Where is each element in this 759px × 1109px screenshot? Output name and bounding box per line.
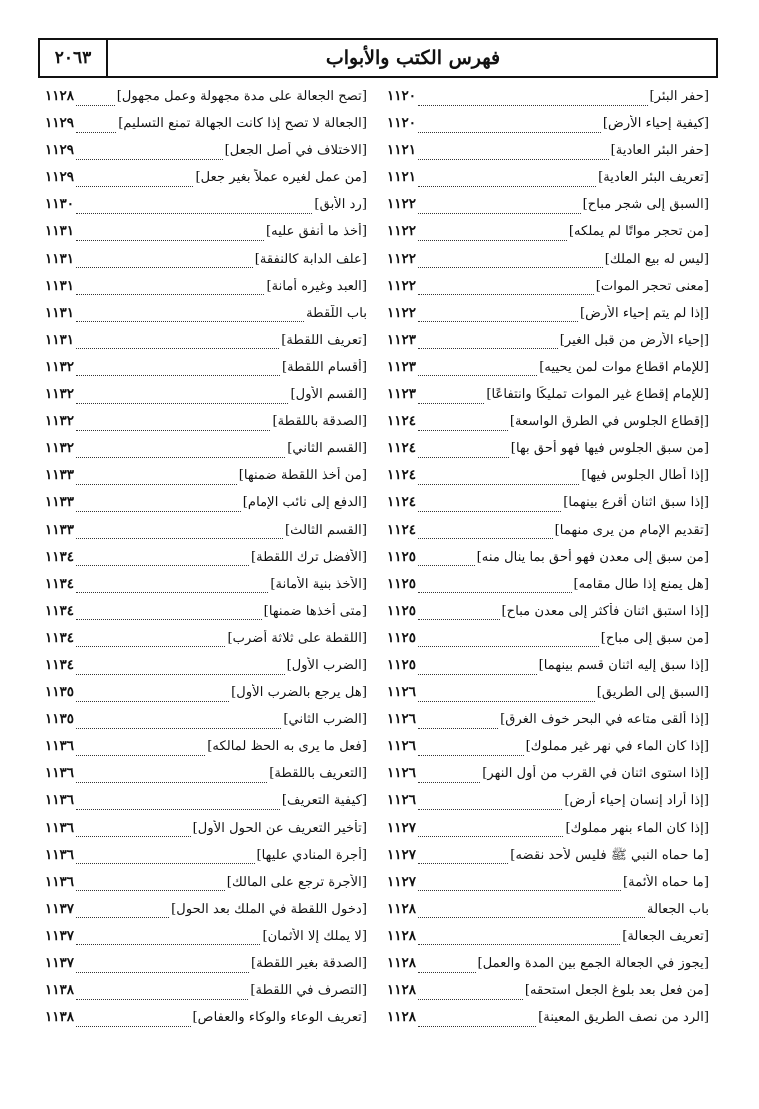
page-number: ٢٠٦٣ — [40, 40, 108, 76]
entry-page-number: ١١٣١ — [45, 304, 75, 321]
dot-leader — [418, 781, 480, 783]
index-entry — [387, 88, 709, 115]
index-entry — [387, 765, 709, 792]
entry-title: [إذا لم يتم إحياء الأرض] — [580, 305, 709, 321]
dot-leader — [418, 971, 476, 973]
entry-page-number: ١١٣١ — [45, 331, 75, 348]
index-column-right — [387, 88, 709, 1036]
entry-page-number: ١١٢٠ — [387, 88, 417, 104]
entry-page-number: ١١٢٤ — [387, 467, 417, 484]
entry-page-number: ١١٣٦ — [45, 792, 75, 809]
entry-title: [كيفية التعريف] — [281, 793, 367, 809]
entry-page-number: ١١٣٤ — [45, 548, 75, 565]
dot-leader — [418, 618, 500, 620]
dot-leader — [76, 456, 285, 458]
index-entry — [45, 630, 367, 657]
index-entry — [45, 955, 367, 982]
dot-leader — [418, 320, 578, 322]
entry-page-number: ١١٢٦ — [387, 711, 417, 728]
entry-page-number: ١١٣٧ — [45, 955, 75, 971]
dot-leader — [418, 943, 620, 945]
entry-title: [كيفية إحياء الأرض] — [602, 116, 709, 132]
entry-title: [الضرب الثاني] — [283, 712, 367, 728]
entry-page-number: ١١٣١ — [45, 223, 75, 240]
index-entry — [387, 223, 709, 250]
entry-title: [فعل ما يرى به الحظ لمالكه] — [207, 739, 367, 755]
index-entry — [45, 765, 367, 792]
index-entry — [387, 820, 709, 847]
index-entry — [45, 115, 367, 142]
entry-title: [الجعالة لا تصح إذا كانت الجهالة تمنع التسليم] — [118, 116, 367, 132]
entry-page-number: ١١٢١ — [387, 169, 417, 186]
dot-leader — [76, 266, 253, 268]
entry-title: [تعريف الجعالة] — [622, 928, 709, 944]
entry-page-number: ١١٢٨ — [387, 1009, 417, 1026]
dot-leader — [418, 673, 537, 675]
entry-title: [من تحجر مواتًا لم يملكه] — [568, 224, 709, 240]
index-entry — [45, 251, 367, 278]
entry-title: [إذا استبق اثنان فأكثر إلى معدن مباح] — [501, 603, 709, 619]
index-entry — [387, 467, 709, 494]
dot-leader — [76, 862, 255, 864]
entry-page-number: ١١٢٦ — [387, 738, 417, 755]
entry-page-number: ١١٣٢ — [45, 413, 75, 430]
index-entry — [387, 711, 709, 738]
dot-leader — [418, 591, 572, 593]
dot-leader — [76, 645, 225, 647]
entry-title: [دخول اللقطة في الملك بعد الحول] — [171, 901, 367, 917]
index-entry — [45, 386, 367, 413]
entry-page-number: ١١٣٤ — [45, 602, 75, 619]
index-entry — [45, 684, 367, 711]
index-entry — [45, 982, 367, 1009]
entry-page-number: ١١٢٥ — [387, 602, 417, 619]
index-entry — [45, 711, 367, 738]
entry-page-number: ١١٢٢ — [387, 223, 417, 240]
entry-title: [إذا أراد إنسان إحياء أرض] — [564, 793, 709, 809]
entry-title: [هل يمنع إذا طال مقامه] — [573, 576, 709, 592]
entry-page-number: ١١٣٣ — [45, 467, 75, 484]
dot-leader — [76, 402, 288, 404]
dot-leader — [76, 537, 283, 539]
index-entry — [45, 738, 367, 765]
dot-leader — [418, 483, 579, 485]
entry-title: [تعريف اللقطة] — [281, 332, 367, 348]
dot-leader — [76, 835, 191, 837]
entry-page-number: ١١٢٦ — [387, 792, 417, 809]
index-entry — [387, 874, 709, 901]
entry-page-number: ١١٣٥ — [45, 684, 75, 701]
entry-title: باب اللُّقطة — [306, 305, 367, 321]
index-entry — [387, 359, 709, 386]
entry-page-number: ١١٣٤ — [45, 656, 75, 673]
dot-leader — [76, 293, 264, 295]
index-entry — [45, 196, 367, 223]
dot-leader — [76, 591, 268, 593]
index-entry — [387, 440, 709, 467]
entry-page-number: ١١٣٦ — [45, 873, 75, 890]
entry-page-number: ١١٣١ — [45, 250, 75, 267]
dot-leader — [418, 266, 603, 268]
entry-title: [الأجرة ترجع على المالك] — [226, 874, 367, 890]
index-entry — [45, 440, 367, 467]
dot-leader — [76, 673, 285, 675]
entry-page-number: ١١٢١ — [387, 142, 417, 159]
entry-title: [هل يرجع بالضرب الأول] — [231, 685, 367, 701]
entry-title: [تأخير التعريف عن الحول الأول] — [192, 820, 367, 836]
dot-leader — [418, 131, 601, 133]
dot-leader — [418, 889, 621, 891]
entry-page-number: ١١٢٥ — [387, 548, 417, 565]
entry-title: [التصرف في اللقطة] — [250, 983, 367, 999]
dot-leader — [76, 212, 312, 214]
entry-title: [تعريف البئر العادية] — [598, 170, 709, 186]
dot-leader — [76, 347, 279, 349]
dot-leader — [76, 754, 205, 756]
index-entry — [387, 278, 709, 305]
index-entry — [45, 522, 367, 549]
entry-page-number: ١١٣٦ — [45, 738, 75, 755]
entry-page-number: ١١٢٦ — [387, 765, 417, 782]
index-entry — [45, 305, 367, 332]
dot-leader — [418, 862, 508, 864]
entry-page-number: ١١٣٥ — [45, 711, 75, 728]
dot-leader — [418, 1025, 536, 1027]
entry-title: [أجرة المنادي عليها] — [256, 847, 367, 863]
dot-leader — [76, 971, 249, 973]
entry-title: [من سبق إلى مباح] — [600, 630, 709, 646]
entry-page-number: ١١٢٧ — [387, 819, 417, 836]
entry-page-number: ١١٣١ — [45, 277, 75, 294]
index-entry — [45, 413, 367, 440]
index-entry — [387, 792, 709, 819]
entry-title: [من فعل بعد بلوغ الجعل استحقه] — [524, 983, 709, 999]
entry-page-number: ١١٣٨ — [45, 1009, 75, 1026]
entry-page-number: ١١٢٤ — [387, 494, 417, 511]
entry-page-number: ١١٢٨ — [387, 955, 417, 971]
entry-title: باب الجعالة — [647, 901, 709, 917]
entry-title: [إحياء الأرض من قبل الغير] — [559, 332, 709, 348]
index-entry — [387, 684, 709, 711]
dot-leader — [76, 131, 116, 133]
entry-title: [إذا كان الماء في نهر غير مملوك] — [525, 739, 709, 755]
dot-leader — [76, 158, 223, 160]
index-entry — [387, 169, 709, 196]
index-entry — [387, 630, 709, 657]
index-entry — [387, 522, 709, 549]
index-entry — [45, 1009, 367, 1036]
index-entry — [387, 576, 709, 603]
entry-page-number: ١١٣٤ — [45, 629, 75, 646]
entry-page-number: ١١٣٧ — [45, 900, 75, 917]
entry-title: [من عمل لغيره عملاً بغير جعل] — [195, 170, 367, 186]
dot-leader — [418, 564, 475, 566]
dot-leader — [76, 700, 229, 702]
index-entry — [45, 792, 367, 819]
entry-page-number: ١١٢٥ — [387, 656, 417, 673]
entry-page-number: ١١٢٣ — [387, 331, 417, 348]
index-entry — [45, 359, 367, 386]
entry-title: [علف الدابة كالنفقة] — [254, 251, 367, 267]
entry-page-number: ١١٢٩ — [45, 142, 75, 159]
entry-title: [التعريف باللقطة] — [269, 766, 367, 782]
dot-leader — [76, 510, 241, 512]
index-entry — [387, 901, 709, 928]
dot-leader — [76, 889, 225, 891]
index-entry — [45, 278, 367, 305]
entry-page-number: ١١٢٥ — [387, 575, 417, 592]
dot-leader — [76, 618, 262, 620]
dot-leader — [76, 808, 280, 810]
dot-leader — [76, 239, 264, 241]
entry-page-number: ١١٢٠ — [387, 115, 417, 132]
entry-page-number: ١١٢٤ — [387, 440, 417, 457]
index-entry — [387, 332, 709, 359]
entry-title: [لا يملك إلا الأثمان] — [262, 928, 367, 944]
dot-leader — [418, 429, 508, 431]
index-entry — [387, 1009, 709, 1036]
dot-leader — [76, 943, 260, 945]
dot-leader — [418, 510, 561, 512]
dot-leader — [418, 754, 524, 756]
entry-title: [ما حماه النبي ﷺ فليس لأحد نقضه] — [510, 847, 709, 863]
entry-page-number: ١١٢٢ — [387, 250, 417, 267]
dot-leader — [418, 998, 523, 1000]
entry-title: [يجوز في الجعالة الجمع بين المدة والعمل] — [477, 956, 709, 971]
dot-leader — [76, 429, 270, 431]
dot-leader — [76, 483, 237, 485]
index-entry — [45, 223, 367, 250]
entry-title: [الدفع إلى نائب الإمام] — [242, 495, 367, 511]
page-header — [38, 38, 718, 78]
dot-leader — [76, 104, 115, 106]
dot-leader — [418, 293, 594, 295]
entry-page-number: ١١٢٢ — [387, 277, 417, 294]
entry-page-number: ١١٢٦ — [387, 684, 417, 701]
entry-title: [إذا سبق اثنان أقرع بينهما] — [563, 495, 709, 511]
dot-leader — [76, 374, 280, 376]
entry-page-number: ١١٢٥ — [387, 629, 417, 646]
index-entry — [45, 88, 367, 115]
index-entry — [45, 549, 367, 576]
index-entry — [45, 820, 367, 847]
dot-leader — [418, 456, 509, 458]
entry-title: [حفر البئر] — [649, 89, 709, 104]
entry-title: [إذا استوى اثنان في القرب من أول النهر] — [482, 766, 709, 782]
dot-leader — [418, 808, 562, 810]
index-entry — [45, 657, 367, 684]
index-entry — [387, 549, 709, 576]
entry-title: [الرد من نصف الطريق المعينة] — [538, 1010, 709, 1026]
entry-title: [إذا كان الماء بنهر مملوك] — [565, 820, 709, 836]
entry-title: [الضرب الأول] — [286, 657, 367, 673]
index-entry — [387, 305, 709, 332]
entry-title: [إقطاع الجلوس في الطرق الواسعة] — [509, 414, 709, 430]
index-entry — [45, 847, 367, 874]
index-entry — [45, 332, 367, 359]
entry-title: [الأفضل ترك اللقطة] — [250, 549, 367, 565]
index-entry — [387, 386, 709, 413]
entry-title: [السبق إلى الطريق] — [596, 685, 709, 701]
entry-page-number: ١١٣٧ — [45, 927, 75, 944]
entry-title: [للإمام اقطاع موات لمن يحييه] — [539, 359, 709, 375]
entry-page-number: ١١٢٨ — [387, 982, 417, 999]
index-entry — [45, 576, 367, 603]
entry-title: [ما حماه الأئمة] — [622, 874, 709, 890]
entry-title: [معنى تحجر الموات] — [595, 278, 709, 294]
index-entry — [45, 142, 367, 169]
index-entry — [45, 901, 367, 928]
dot-leader — [418, 185, 596, 187]
index-entry — [387, 738, 709, 765]
entry-page-number: ١١٢٢ — [387, 196, 417, 213]
entry-page-number: ١١٣٨ — [45, 982, 75, 999]
entry-title: [القسم الثالث] — [284, 522, 367, 538]
index-entry — [387, 657, 709, 684]
entry-page-number: ١١٢٤ — [387, 521, 417, 538]
entry-title: [السبق إلى شجر مباح] — [582, 197, 709, 213]
entry-title: [من سبق الجلوس فيها فهو أحق بها] — [510, 441, 709, 457]
entry-page-number: ١١٣٤ — [45, 575, 75, 592]
entry-page-number: ١١٣٦ — [45, 765, 75, 782]
entry-title: [تقديم الإمام من يرى منهما] — [554, 522, 709, 538]
entry-title: [من أخذ اللقطة ضمنها] — [238, 468, 367, 484]
entry-page-number: ١١٣٠ — [45, 196, 75, 213]
dot-leader — [76, 1025, 191, 1027]
index-entry — [387, 928, 709, 955]
index-entry — [387, 142, 709, 169]
index-entry — [387, 603, 709, 630]
entry-title: [حفر البئر العادية] — [610, 143, 709, 159]
entry-page-number: ١١٣٢ — [45, 386, 75, 403]
dot-leader — [418, 645, 599, 647]
entry-title: [تعريف الوعاء والوكاء والعفاص] — [192, 1010, 367, 1026]
entry-page-number: ١١٣٣ — [45, 521, 75, 538]
entry-page-number: ١١٣٦ — [45, 819, 75, 836]
dot-leader — [76, 998, 248, 1000]
entry-title: [أقسام اللقطة] — [281, 359, 367, 375]
index-entry — [45, 494, 367, 521]
entry-title: [القسم الثاني] — [287, 441, 367, 457]
entry-title: [أخذ ما أنفق عليه] — [266, 224, 367, 240]
entry-title: [إذا سبق إليه اثنان قسم بينهما] — [538, 657, 709, 673]
index-entry — [45, 874, 367, 901]
index-column-left — [45, 88, 367, 1036]
dot-leader — [76, 781, 267, 783]
dot-leader — [76, 185, 193, 187]
entry-page-number: ١١٢٩ — [45, 115, 75, 132]
entry-title: [القسم الأول] — [290, 387, 367, 403]
dot-leader — [418, 212, 581, 214]
index-entry — [387, 196, 709, 223]
entry-page-number: ١١٢٩ — [45, 169, 75, 186]
entry-page-number: ١١٢٨ — [387, 900, 417, 917]
dot-leader — [418, 158, 609, 160]
index-entry — [45, 928, 367, 955]
dot-leader — [418, 239, 567, 241]
dot-leader — [418, 374, 537, 376]
entry-page-number: ١١٢٣ — [387, 386, 417, 403]
entry-title: [من سبق إلى معدن فهو أحق بما ينال منه] — [476, 549, 709, 565]
entry-page-number: ١١٢٨ — [45, 88, 75, 104]
entry-page-number: ١١٢٧ — [387, 873, 417, 890]
entry-page-number: ١١٢٧ — [387, 846, 417, 863]
entry-title: [الصدقة بغير اللقطة] — [251, 956, 367, 971]
index-entry — [387, 115, 709, 142]
entry-title: [إذا ألقى متاعه في البحر خوف الغرق] — [500, 712, 709, 728]
dot-leader — [418, 700, 595, 702]
entry-title: [رد الأبق] — [314, 197, 367, 213]
index-entry — [45, 603, 367, 630]
dot-leader — [418, 727, 498, 729]
entry-page-number: ١١٣٢ — [45, 358, 75, 375]
entry-page-number: ١١٣٦ — [45, 846, 75, 863]
page-title: فهرس الكتب والأبواب — [325, 47, 501, 69]
index-entry — [387, 955, 709, 982]
index-entry — [387, 494, 709, 521]
index-entry — [45, 467, 367, 494]
entry-page-number: ١١٢٣ — [387, 358, 417, 375]
entry-title: [إذا أطال الجلوس فيها] — [581, 468, 709, 484]
index-entry — [387, 251, 709, 278]
dot-leader — [76, 727, 281, 729]
index-entry — [387, 413, 709, 440]
entry-page-number: ١١٣٢ — [45, 440, 75, 457]
entry-title: [اللقطة على ثلاثة أضرب] — [227, 630, 367, 646]
dot-leader — [418, 402, 484, 404]
dot-leader — [418, 835, 563, 837]
entry-title: [الاختلاف في أصل الجعل] — [224, 143, 367, 159]
entry-page-number: ١١٣٣ — [45, 494, 75, 511]
index-entry — [45, 169, 367, 196]
entry-title: [الصدقة باللقطة] — [272, 414, 367, 430]
entry-title: [العبد وغيره أمانة] — [266, 278, 367, 294]
dot-leader — [76, 916, 169, 918]
dot-leader — [418, 916, 645, 918]
entry-title: [ليس له بيع الملك] — [604, 251, 709, 267]
entry-page-number: ١١٢٤ — [387, 413, 417, 430]
dot-leader — [418, 537, 553, 539]
entry-title: [متى أخذها ضمنها] — [263, 603, 367, 619]
entry-title: [تصح الجعالة على مدة مجهولة وعمل مجهول] — [116, 89, 367, 104]
dot-leader — [76, 320, 304, 322]
entry-page-number: ١١٢٨ — [387, 927, 417, 944]
entry-title: [للإمام إقطاع غير الموات تمليكًا وانتفاعًا] — [486, 387, 709, 403]
dot-leader — [76, 564, 249, 566]
dot-leader — [418, 347, 558, 349]
entry-title: [الأخذ بنية الأمانة] — [270, 576, 367, 592]
index-entry — [387, 982, 709, 1009]
index-entry — [387, 847, 709, 874]
entry-page-number: ١١٢٢ — [387, 304, 417, 321]
dot-leader — [418, 104, 647, 106]
